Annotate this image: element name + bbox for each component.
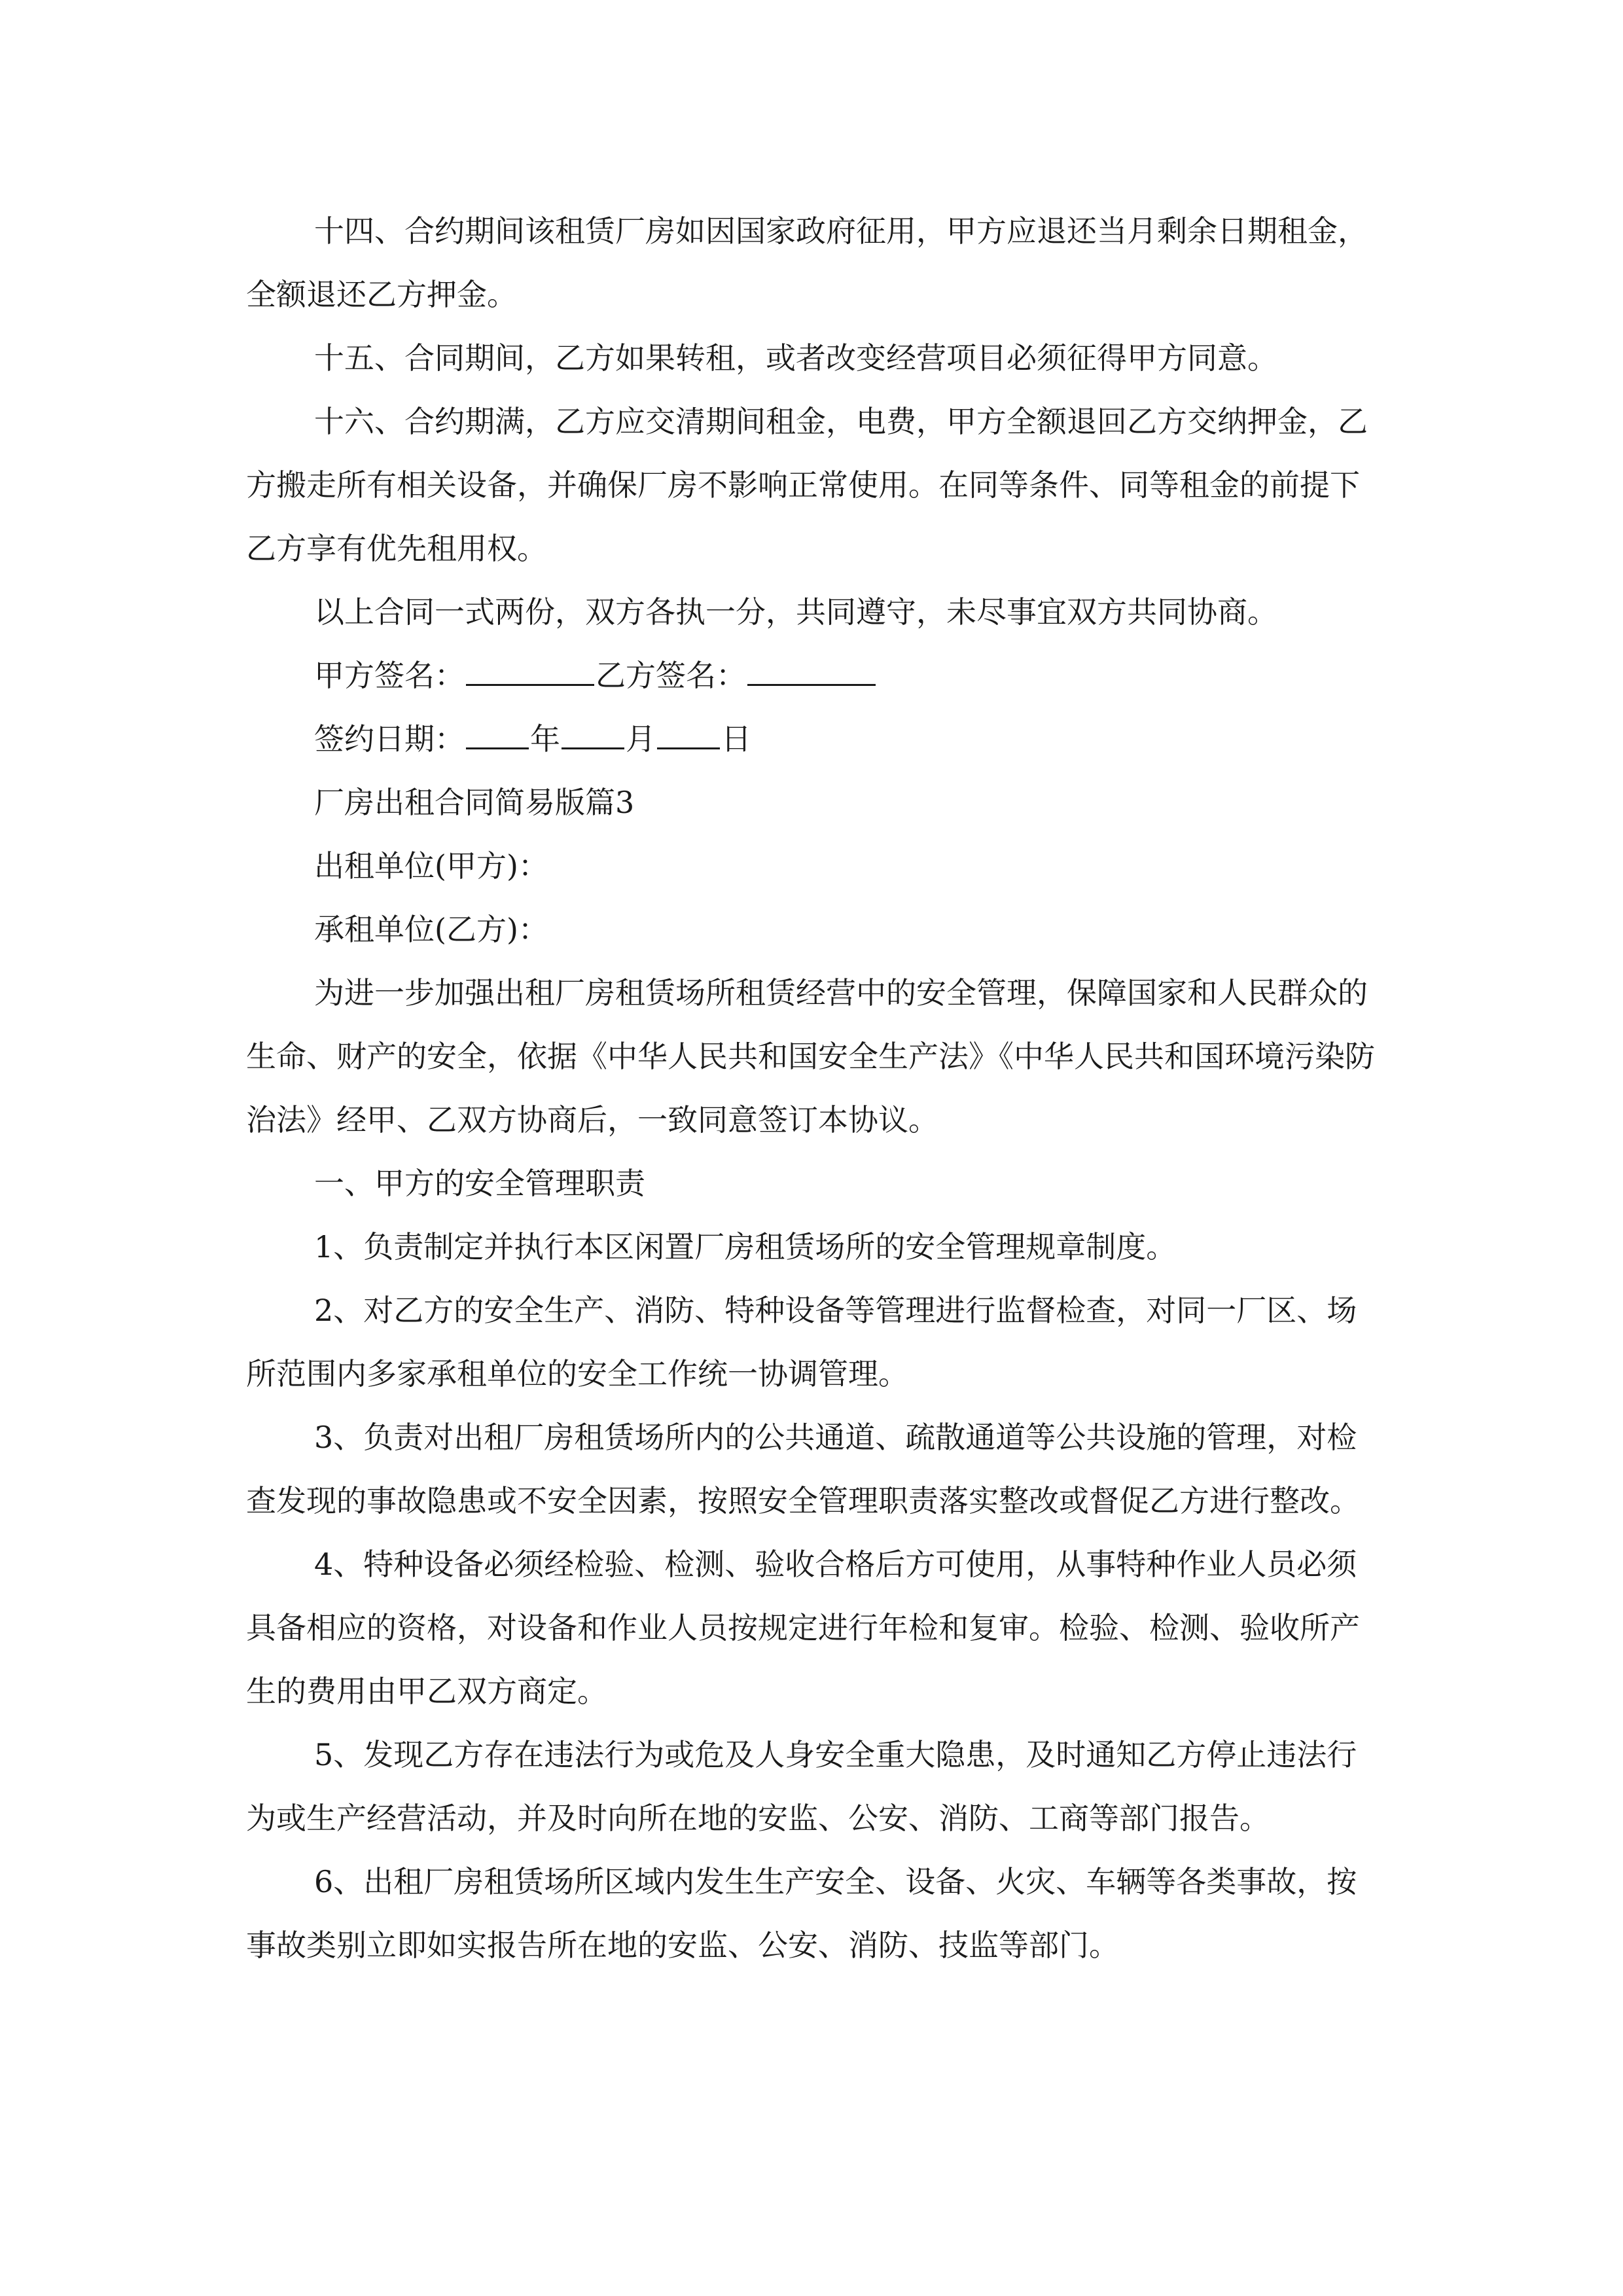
- closing-statement: 以上合同一式两份，双方各执一分，共同遵守，未尽事宜双方共同协商。: [314, 594, 1277, 630]
- month-label: 月: [626, 721, 656, 757]
- duty-item-3: 3、负责对出租厂房租赁场所内的公共通道、疏散通道等公共设施的管理，对检查发现的事故隐患或不安全因素，按照安全管理职责落实整改或督促乙方进行整改。: [246, 1420, 1360, 1518]
- section-3-title: 厂房出租合同简易版篇3: [314, 785, 635, 820]
- party-a-signature-label: 甲方签名：: [314, 658, 465, 693]
- duty-item-6: 6、出租厂房租赁场所区域内发生生产安全、设备、火灾、车辆等各类事故，按事故类别立即如实报告所在地的安监、公安、消防、技监等部门。: [246, 1864, 1357, 1963]
- clause-14: 十四、合约期间该租赁厂房如因国家政府征用，甲方应退还当月剩余日期租金，全额退还乙方押金。: [246, 213, 1368, 312]
- duty-item-2: 2、对乙方的安全生产、消防、特种设备等管理进行监督检查，对同一厂区、场所范围内多家承租单位的安全工作统一协调管理。: [246, 1293, 1357, 1391]
- sign-date-line: [246, 708, 1385, 771]
- signature-line: [246, 644, 1385, 708]
- party-b-signature-label: 乙方签名：: [596, 658, 746, 693]
- duty-item-5: 5、发现乙方存在违法行为或危及人身安全重大隐患，及时通知乙方停止违法行为或生产经营活动，并及时向所在地的安监、公安、消防、工商等部门报告。: [246, 1737, 1357, 1836]
- lessor-field: 出租单位(甲方)：: [314, 848, 548, 884]
- day-blank[interactable]: [657, 721, 720, 749]
- lessee-field: 承租单位(乙方)：: [314, 912, 548, 947]
- day-label: 日: [721, 721, 751, 757]
- duty-item-1: 1、负责制定并执行本区闲置厂房租赁场所的安全管理规章制度。: [314, 1229, 1177, 1265]
- duty-item-4: 4、特种设备必须经检验、检测、验收合格后方可使用，从事特种作业人员必须具备相应的资格，对设备和作业人员按规定进行年检和复审。检验、检测、验收所产生的费用由甲乙双方商定。: [246, 1547, 1360, 1709]
- document-page: [246, 200, 1385, 1977]
- agreement-intro: 为进一步加强出租厂房租赁场所租赁经营中的安全管理，保障国家和人民群众的生命、财产的安全，依据《中华人民共和国安全生产法》《中华人民共和国环境污染防治法》经甲、乙双方协商后，一致同意签订本协议。: [246, 975, 1375, 1138]
- month-blank[interactable]: [562, 721, 624, 749]
- clause-15: 十五、合同期间，乙方如果转租，或者改变经营项目必须征得甲方同意。: [314, 340, 1277, 376]
- party-b-signature-blank[interactable]: [747, 658, 876, 686]
- clause-16: 十六、合约期满，乙方应交清期间租金，电费，甲方全额退回乙方交纳押金，乙方搬走所有相关设备，并确保厂房不影响正常使用。在同等条件、同等租金的前提下乙方享有优先租用权。: [246, 404, 1368, 566]
- party-a-duties-heading: 一、甲方的安全管理职责: [314, 1166, 645, 1201]
- party-a-signature-blank[interactable]: [466, 658, 594, 686]
- year-blank[interactable]: [466, 721, 529, 749]
- year-label: 年: [530, 721, 560, 757]
- sign-date-label: 签约日期：: [314, 721, 465, 757]
